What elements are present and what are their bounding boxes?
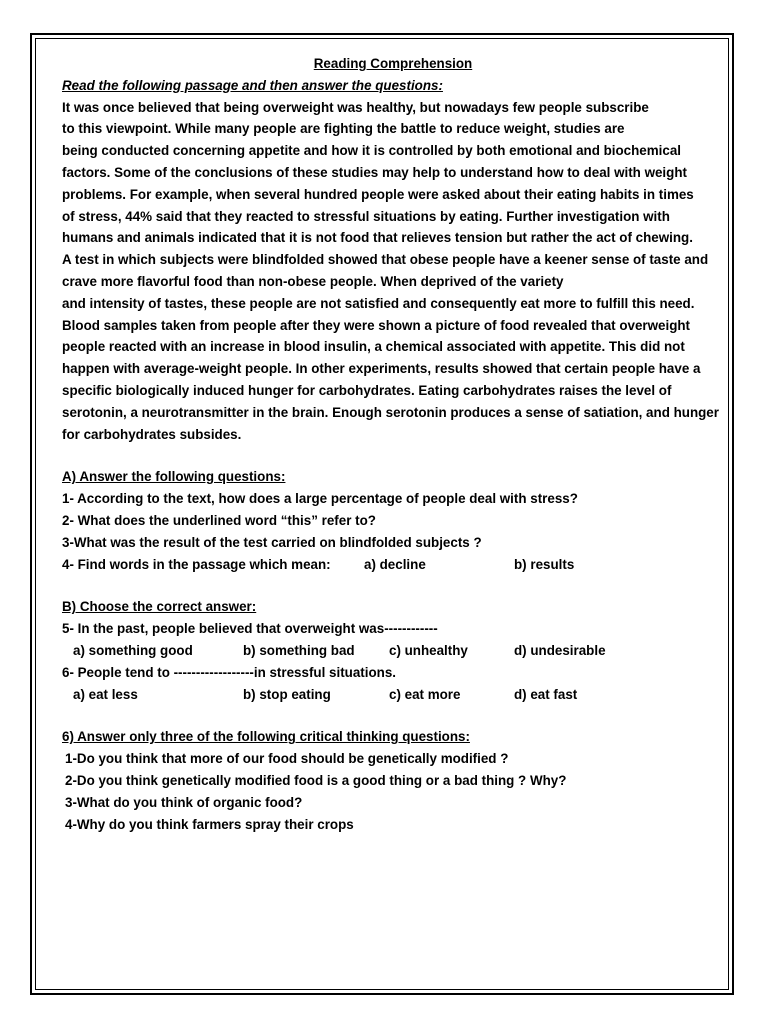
passage-line: and intensity of tastes, these people are not satisfied and consequently eat more to fulfill this need. xyxy=(62,295,695,311)
page-title: Reading Comprehension xyxy=(313,56,473,71)
section-a-heading: A) Answer the following questions: xyxy=(62,469,286,485)
passage-line: specific biologically induced hunger for carbohydrates. Eating carbohydrates raises the level of xyxy=(62,382,672,398)
passage-line: of stress, 44% said that they reacted to stressful situations by eating. Further investigation with xyxy=(62,208,670,224)
worksheet xyxy=(62,53,719,835)
section-c-heading: 6) Answer only three of the following critical thinking questions: xyxy=(62,729,470,745)
instruction: Read the following passage and then answer the questions: xyxy=(62,77,443,93)
question-5-options xyxy=(62,640,712,662)
passage-line: humans and animals indicated that it is not food that relieves tension but rather the act of chewing. xyxy=(62,230,693,246)
passage-line: for carbohydrates subsides. xyxy=(62,426,242,442)
passage-line: being conducted concerning appetite and how it is controlled by both emotional and biochemical xyxy=(62,143,681,159)
option-c: c) eat more xyxy=(389,686,461,702)
option-a: a) eat less xyxy=(73,686,138,702)
passage-line: people reacted with an increase in blood insulin, a chemical associated with appetite. This did not xyxy=(62,339,685,355)
question-4-b: b) results xyxy=(514,556,575,572)
option-b: b) stop eating xyxy=(243,686,331,702)
question-5: 5- In the past, people believed that overweight was------------ xyxy=(62,621,438,637)
passage-line: factors. Some of the conclusions of these studies may help to understand how to deal with weight xyxy=(62,164,687,180)
passage-line: A test in which subjects were blindfolded showed that obese people have a keener sense of taste and xyxy=(62,252,709,268)
passage-line: serotonin, a neurotransmitter in the brain. Enough serotonin produces a sense of satiation, and hunger xyxy=(62,404,719,420)
passage-line: problems. For example, when several hundred people were asked about their eating habits in times xyxy=(62,186,694,202)
passage-line: Blood samples taken from people after they were shown a picture of food revealed that overweight xyxy=(62,317,691,333)
passage xyxy=(62,97,719,446)
passage-line: It was once believed that being overweight was healthy, but nowadays few people subscribe xyxy=(62,99,649,115)
question-4-a: a) decline xyxy=(364,556,426,572)
question-4 xyxy=(62,554,712,576)
critical-question: 2-Do you think genetically modified food is a good thing or a bad thing ? Why? xyxy=(65,772,567,788)
question-4-text: 4- Find words in the passage which mean: xyxy=(62,556,331,572)
option-b: b) something bad xyxy=(243,642,355,658)
question-6: 6- People tend to ------------------in stressful situations. xyxy=(62,664,396,680)
question-1: 1- According to the text, how does a large percentage of people deal with stress? xyxy=(62,491,578,507)
option-d: d) undesirable xyxy=(514,642,606,658)
passage-line: happen with average-weight people. In other experiments, results showed that certain people have a xyxy=(62,361,701,377)
section-b-heading: B) Choose the correct answer: xyxy=(62,599,257,615)
question-2: 2- What does the underlined word “this” refer to? xyxy=(62,512,376,528)
question-3: 3-What was the result of the test carried on blindfolded subjects ? xyxy=(62,534,482,550)
critical-question: 1-Do you think that more of our food should be genetically modified ? xyxy=(65,751,509,767)
critical-question: 3-What do you think of organic food? xyxy=(65,794,303,810)
critical-question: 4-Why do you think farmers spray their crops xyxy=(65,816,354,832)
option-c: c) unhealthy xyxy=(389,642,468,658)
option-a: a) something good xyxy=(73,642,193,658)
option-d: d) eat fast xyxy=(514,686,578,702)
passage-line: crave more flavorful food than non-obese people. When deprived of the variety xyxy=(62,273,564,289)
question-6-options xyxy=(62,684,712,706)
passage-line: to this viewpoint. While many people are fighting the battle to reduce weight, studies are xyxy=(62,121,625,137)
